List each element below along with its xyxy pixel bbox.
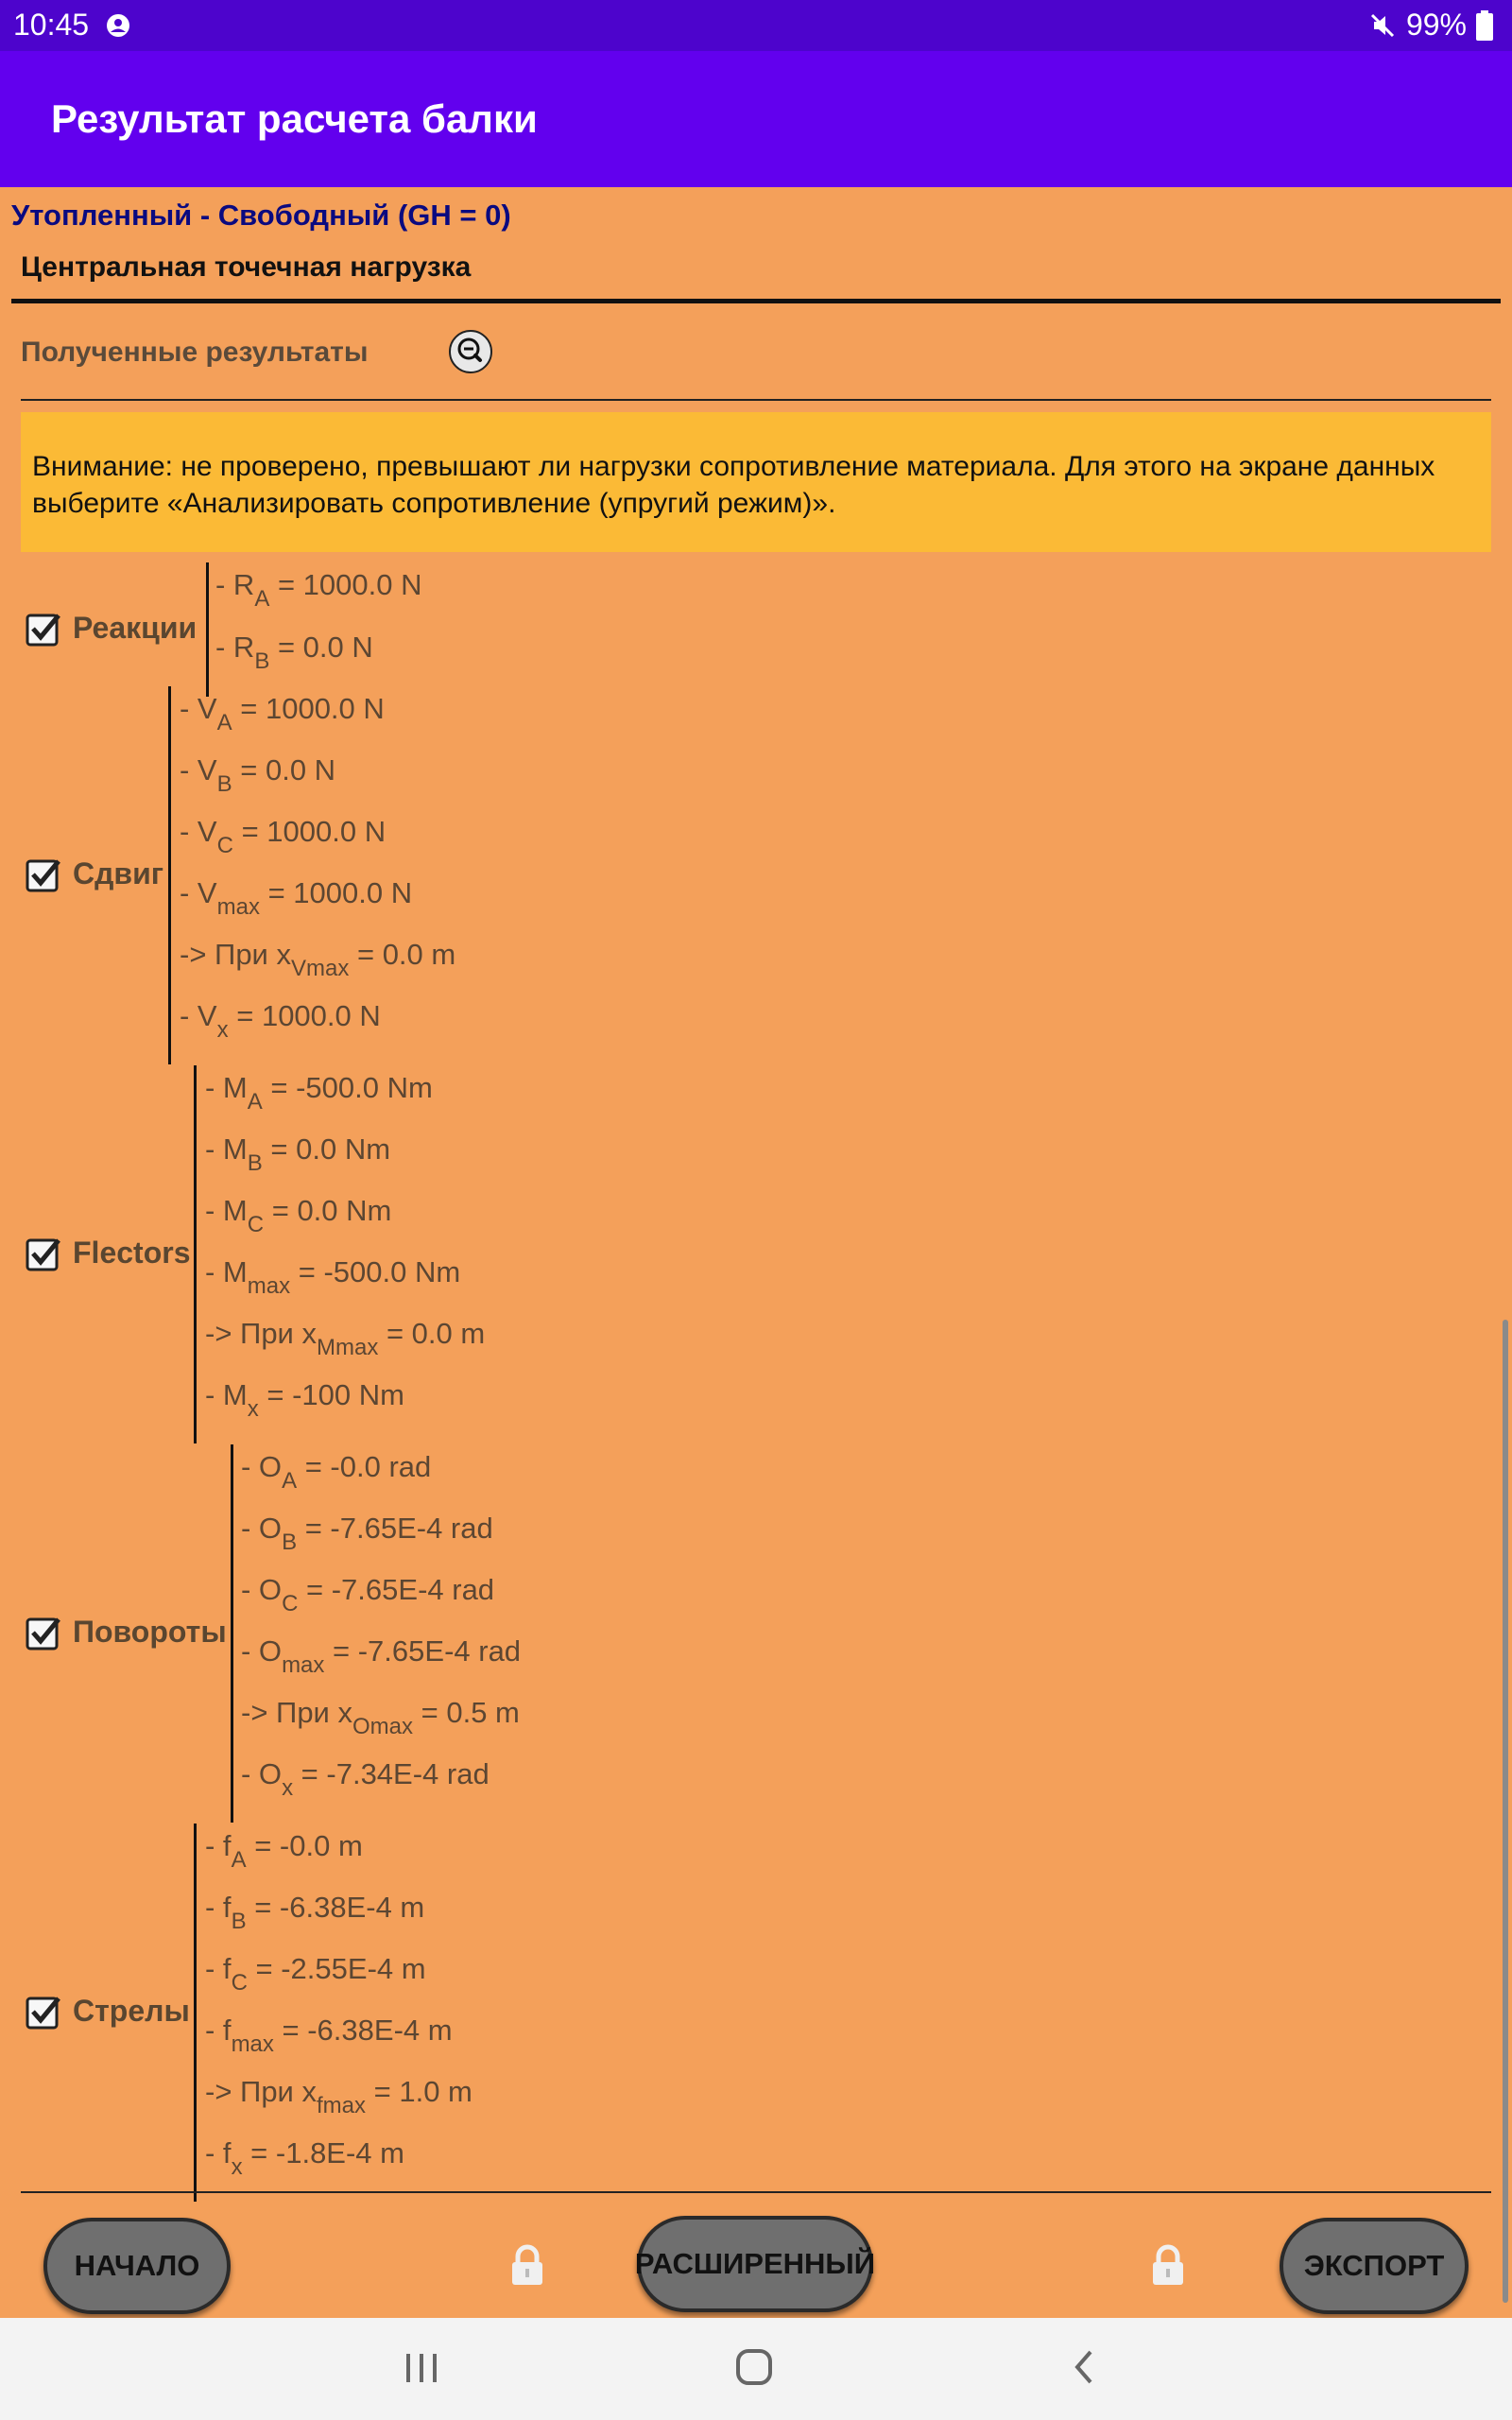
result-item	[205, 1378, 404, 1422]
result-value: = 1000.0 N	[259, 876, 413, 909]
result-value: = -6.38E-4 m	[246, 1891, 425, 1924]
divider	[11, 299, 1501, 303]
result-value: = -7.65E-4 rad	[298, 1573, 495, 1606]
result-item	[205, 1194, 392, 1237]
result-prefix: - M	[205, 1255, 248, 1288]
result-prefix: - R	[215, 568, 255, 601]
result-prefix: -> При x	[205, 2075, 317, 2108]
system-nav-bar	[0, 2318, 1512, 2420]
result-subscript: max	[231, 2031, 274, 2057]
section-label-shear[interactable]: Сдвиг	[73, 856, 164, 890]
status-bar	[0, 0, 1512, 51]
result-item	[205, 2075, 472, 2118]
result-prefix: - V	[180, 876, 217, 909]
section-bracket	[231, 1444, 233, 1823]
result-value: = 0.0 N	[232, 753, 336, 786]
result-item	[241, 1634, 522, 1678]
result-item	[180, 692, 385, 735]
result-prefix: - f	[205, 2014, 232, 2047]
scrollbar[interactable]	[1503, 1320, 1508, 2303]
load-type-title: Центральная точечная нагрузка	[21, 251, 472, 283]
result-prefix: - R	[215, 631, 255, 664]
app-bar	[0, 51, 1512, 187]
result-prefix: - V	[180, 692, 217, 725]
result-value: = 0.0 Nm	[262, 1132, 391, 1166]
result-prefix: - f	[205, 2136, 232, 2169]
beam-support-subtitle: Утопленный - Свободный (GH = 0)	[11, 199, 511, 232]
account-circle-icon	[106, 13, 130, 38]
result-prefix: - M	[205, 1378, 248, 1411]
back-icon[interactable]	[1072, 2348, 1096, 2386]
result-prefix: - M	[205, 1132, 248, 1166]
result-value: = 1000.0 N	[232, 815, 387, 848]
checkbox-reactions[interactable]	[25, 611, 62, 648]
result-subscript: Omax	[352, 1714, 414, 1739]
status-right	[1368, 8, 1493, 43]
result-subscript: B	[247, 1150, 263, 1176]
battery-icon	[1476, 10, 1493, 41]
result-item	[205, 1829, 363, 1873]
result-item	[215, 631, 373, 674]
result-subscript: B	[282, 1530, 298, 1555]
result-subscript: max	[216, 894, 260, 920]
checkbox-rotations[interactable]	[25, 1615, 62, 1652]
section-bracket	[206, 562, 209, 697]
result-value: = -7.65E-4 rad	[324, 1634, 522, 1668]
result-item	[205, 1952, 426, 1996]
result-subscript: x	[231, 2154, 243, 2180]
result-subscript: A	[231, 1847, 247, 1873]
result-subscript: A	[282, 1468, 298, 1494]
section-label-reactions[interactable]: Реакции	[73, 611, 198, 645]
result-value: = -7.65E-4 rad	[297, 1512, 493, 1545]
result-value: = -6.38E-4 m	[273, 2014, 453, 2047]
result-subscript: max	[247, 1273, 291, 1299]
start-button[interactable]: НАЧАЛО	[43, 2218, 231, 2314]
divider	[21, 399, 1491, 401]
result-subscript: C	[231, 1970, 248, 1996]
result-item	[180, 938, 456, 981]
lock-icon	[1149, 2244, 1187, 2286]
result-item	[180, 815, 387, 858]
checkbox-shear[interactable]	[25, 856, 62, 894]
result-subscript: C	[282, 1591, 299, 1616]
result-value: = -500.0 Nm	[290, 1255, 461, 1288]
result-value: = 1.0 m	[366, 2075, 472, 2108]
result-subscript: fmax	[317, 2093, 367, 2118]
result-value: = 0.0 Nm	[264, 1194, 392, 1227]
result-prefix: - f	[205, 1829, 232, 1862]
result-value: = -100 Nm	[258, 1378, 404, 1411]
result-item	[205, 2136, 404, 2180]
checkbox-deflections[interactable]	[25, 1994, 62, 2031]
home-icon[interactable]	[735, 2348, 773, 2386]
result-prefix: - M	[205, 1071, 248, 1104]
result-item	[241, 1757, 490, 1801]
result-item	[241, 1512, 493, 1555]
result-prefix: - V	[180, 815, 217, 848]
result-subscript: B	[231, 1909, 247, 1934]
result-item	[205, 1071, 433, 1115]
result-subscript: Vmax	[291, 956, 350, 981]
result-prefix: - V	[180, 999, 217, 1032]
result-value: = -0.0 rad	[297, 1450, 432, 1483]
result-prefix: - f	[205, 1891, 232, 1924]
result-value: = 0.0 m	[349, 938, 456, 971]
export-button[interactable]: ЭКСПОРТ	[1280, 2218, 1469, 2314]
result-item	[241, 1696, 520, 1739]
result-value: = 1000.0 N	[228, 999, 381, 1032]
result-subscript: x	[216, 1017, 229, 1043]
result-prefix: - O	[241, 1634, 283, 1668]
zoom-out-icon[interactable]	[448, 329, 493, 374]
result-value: = 0.0 N	[269, 631, 373, 664]
divider	[21, 2191, 1491, 2193]
section-label-moments[interactable]: Flectors	[73, 1236, 191, 1270]
lock-icon	[508, 2244, 546, 2286]
result-value: = -7.34E-4 rad	[293, 1757, 490, 1790]
page-title: Результат расчета балки	[51, 96, 538, 141]
result-item	[205, 2014, 453, 2057]
battery-percent: 99%	[1405, 8, 1467, 42]
result-item	[241, 1450, 432, 1494]
result-prefix: - f	[205, 1952, 232, 1985]
result-subscript: max	[282, 1652, 325, 1678]
mute-icon	[1368, 11, 1397, 40]
result-value: = 1000.0 N	[232, 692, 385, 725]
result-prefix: - O	[241, 1450, 283, 1483]
result-item	[205, 1132, 391, 1176]
result-item	[180, 753, 336, 797]
result-subscript: Mmax	[317, 1335, 379, 1360]
result-prefix: - O	[241, 1757, 283, 1790]
result-item	[205, 1891, 425, 1934]
section-bracket	[168, 686, 171, 1064]
result-prefix: -> При x	[241, 1696, 352, 1729]
result-prefix: - V	[180, 753, 217, 786]
recent-apps-icon[interactable]	[404, 2352, 438, 2384]
checkbox-moments[interactable]	[25, 1236, 62, 1273]
result-item	[205, 1317, 486, 1360]
result-subscript: A	[216, 710, 232, 735]
result-item	[215, 568, 422, 612]
section-bracket	[194, 1065, 197, 1443]
results-label: Полученные результаты	[21, 337, 369, 368]
status-time: 10:45	[13, 8, 90, 42]
result-prefix: - O	[241, 1573, 283, 1606]
result-value: = 0.0 m	[378, 1317, 486, 1350]
result-item	[205, 1255, 461, 1299]
warning-banner: Внимание: не проверено, превышают ли нагрузки сопротивление материала. Для этого на экране данных выберите «Анализировать сопротивление (упругий режим)».	[21, 412, 1491, 552]
result-subscript: x	[282, 1775, 294, 1801]
result-subscript: B	[216, 771, 232, 797]
result-item	[180, 999, 381, 1043]
result-prefix: - O	[241, 1512, 283, 1545]
result-item	[241, 1573, 495, 1616]
result-value: = -0.0 m	[246, 1829, 363, 1862]
result-prefix: -> При x	[180, 938, 291, 971]
result-item	[180, 876, 413, 920]
section-bracket	[194, 1824, 197, 2202]
result-subscript: C	[216, 833, 233, 858]
result-subscript: A	[247, 1089, 263, 1115]
result-value: = -500.0 Nm	[262, 1071, 433, 1104]
result-subscript: A	[254, 586, 270, 612]
result-prefix: - M	[205, 1194, 248, 1227]
result-subscript: C	[247, 1212, 265, 1237]
advanced-button[interactable]: РАСШИРЕННЫЙ	[637, 2216, 873, 2312]
result-subscript: x	[247, 1396, 259, 1422]
result-value: = 1000.0 N	[269, 568, 422, 601]
result-subscript: B	[254, 648, 270, 674]
result-value: = 0.5 m	[413, 1696, 520, 1729]
result-prefix: -> При x	[205, 1317, 317, 1350]
result-value: = -1.8E-4 m	[242, 2136, 404, 2169]
result-value: = -2.55E-4 m	[247, 1952, 426, 1985]
section-label-deflections[interactable]: Стрелы	[73, 1994, 190, 2028]
section-label-rotations[interactable]: Повороты	[73, 1615, 227, 1649]
